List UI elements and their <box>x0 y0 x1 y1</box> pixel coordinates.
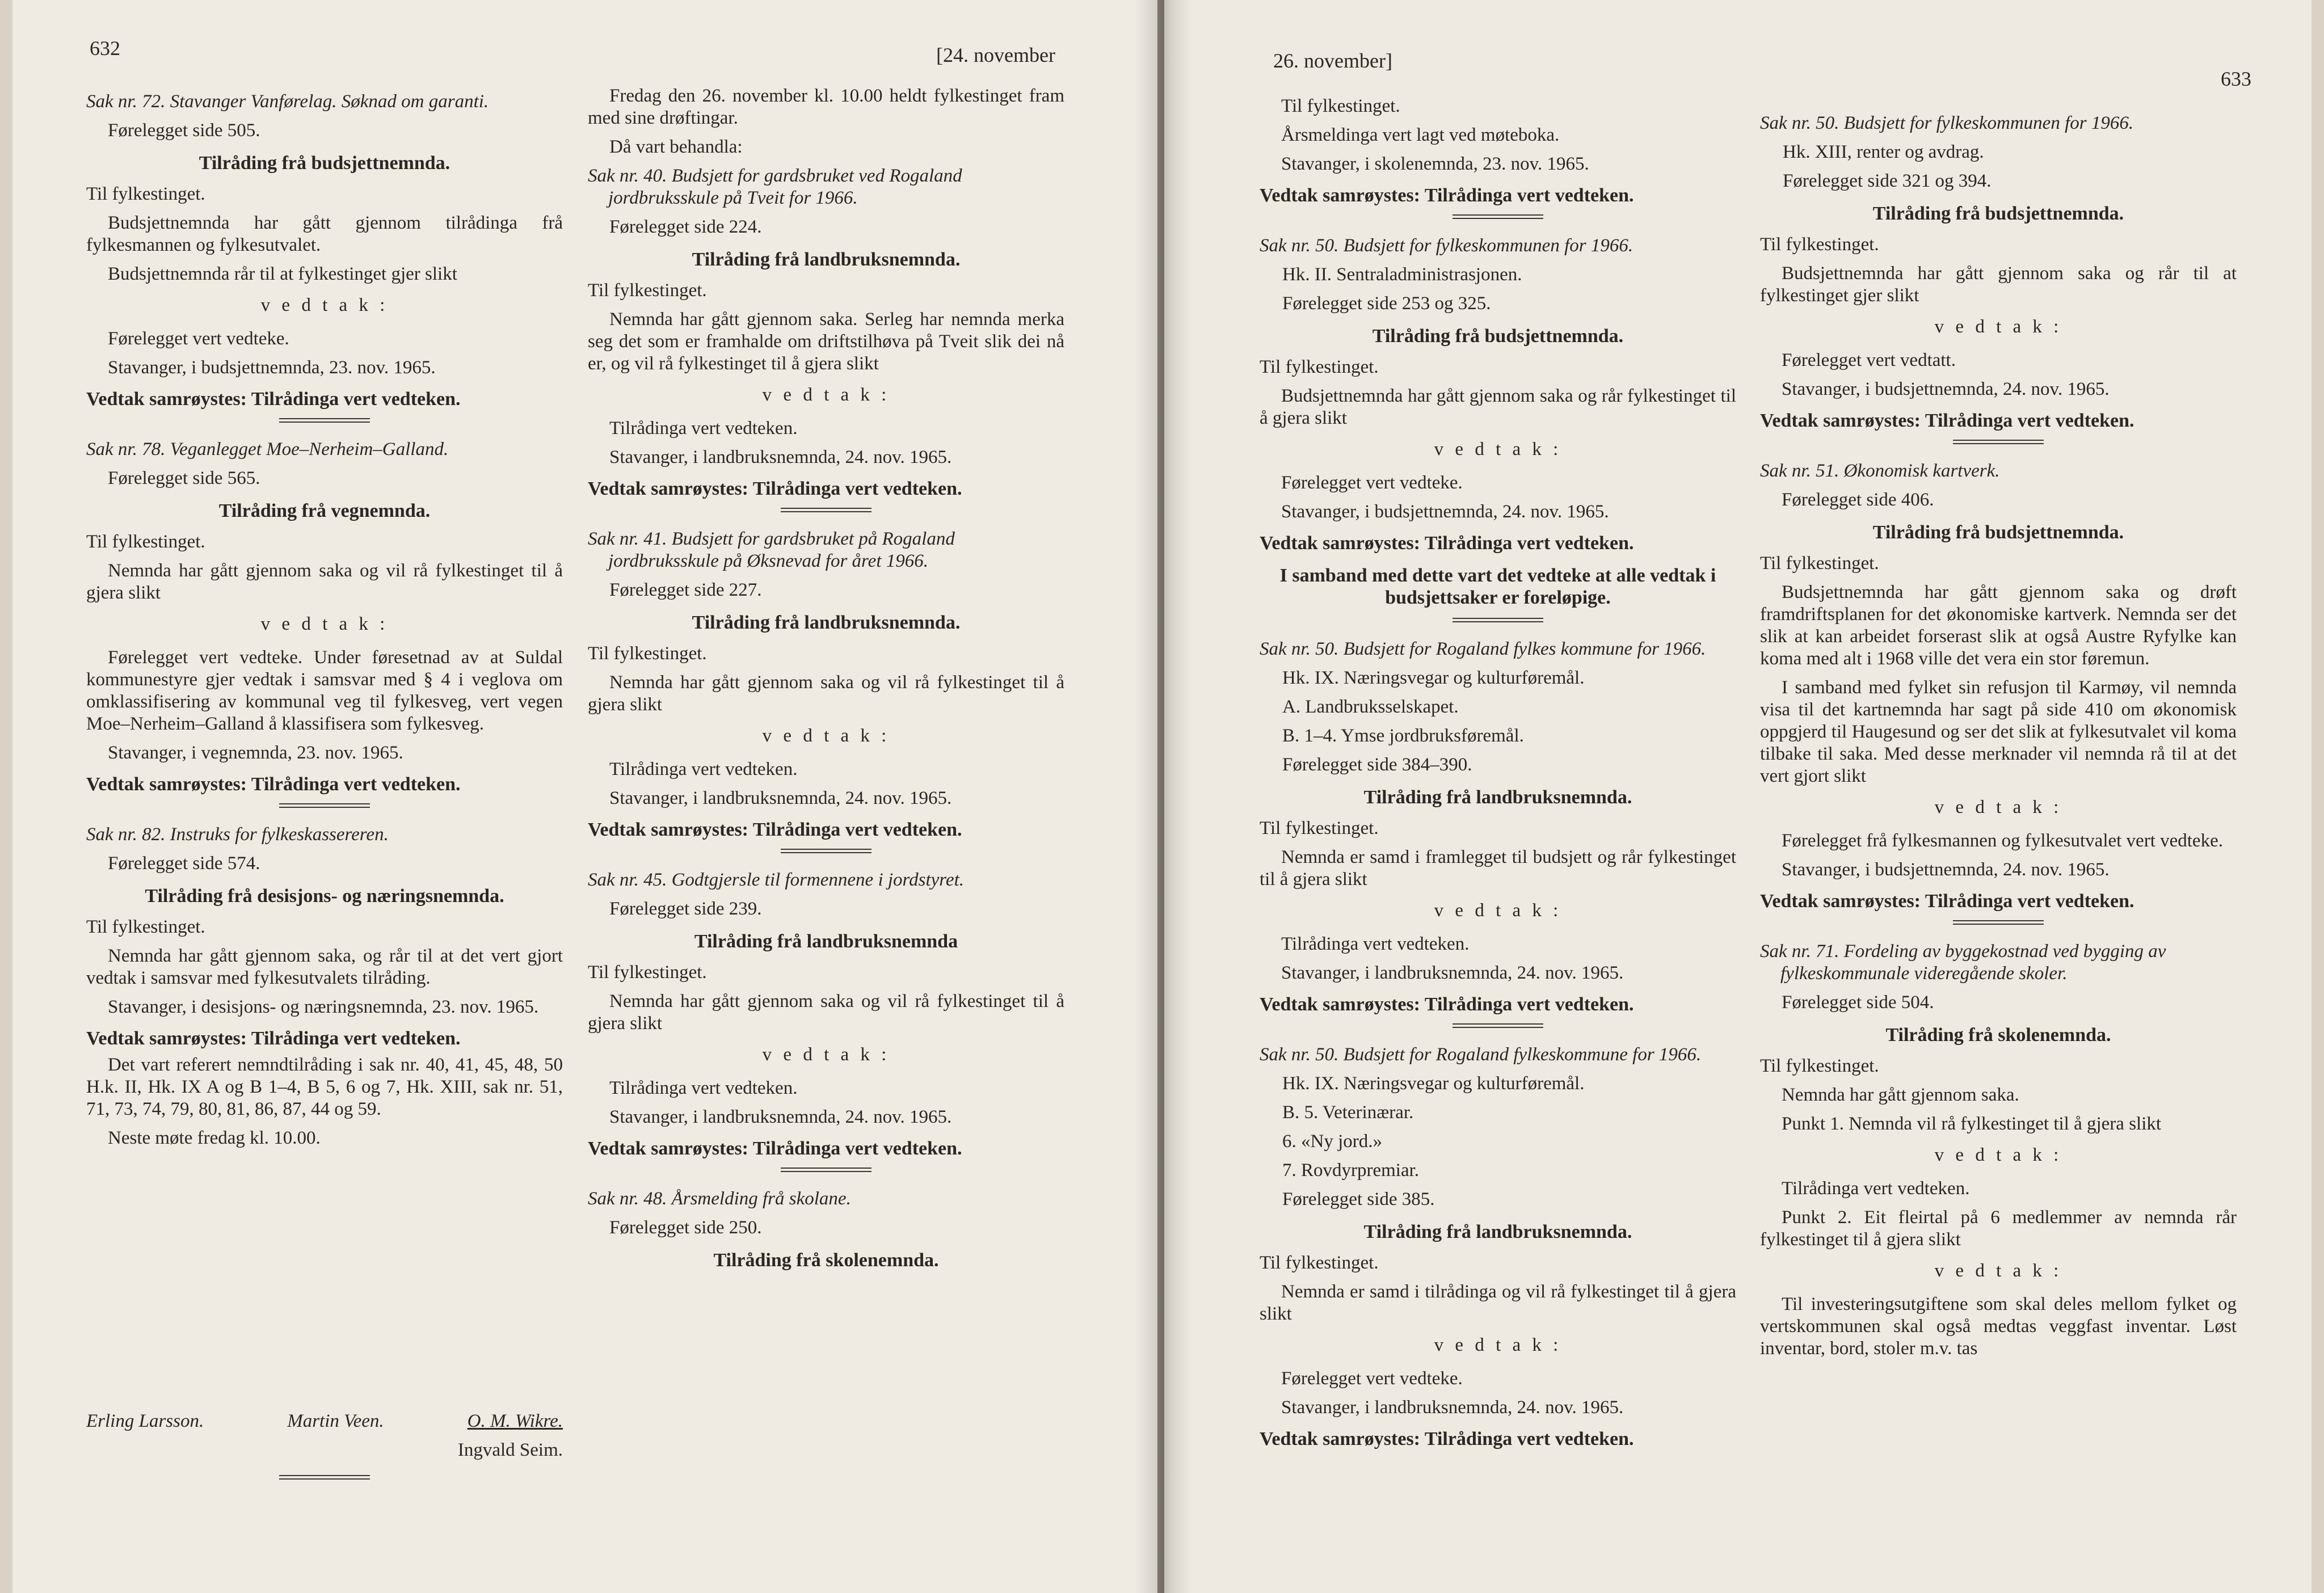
signature-1: Erling Larsson. <box>86 1411 204 1431</box>
case-number: Sak nr. 82. <box>86 824 166 845</box>
decision-line: Vedtak samrøystes: Tilrådinga vert vedteken. <box>588 1138 962 1159</box>
paragraph: Til fylkestinget. <box>588 643 707 664</box>
paragraph: Førelegget vert vedteke. <box>1281 1368 1463 1389</box>
page-edge-left <box>0 0 12 1593</box>
section-heading: Tilråding frå skolenemnda. <box>713 1250 939 1271</box>
paragraph: Til fylkestinget. <box>1260 1253 1379 1273</box>
signature-2: Martin Veen. <box>287 1411 384 1431</box>
paragraph: Førelegget frå fylkesmannen og fylkesutvalet vert vedteke. <box>1782 831 2223 851</box>
case-number: Sak nr. 45. <box>588 870 667 890</box>
paragraph: Stavanger, i vegnemnda, 23. nov. 1965. <box>108 743 403 763</box>
case-heading <box>86 824 563 846</box>
case-title: Veganlegget Moe–Nerheim–Galland. <box>170 439 449 460</box>
paragraph: Stavanger, i budsjettnemnda, 24. nov. 1965. <box>1782 859 2110 880</box>
paragraph: Førelegget side 565. <box>108 468 260 488</box>
case-number: Sak nr. 71. <box>1760 941 1839 962</box>
case-heading <box>1760 112 2237 134</box>
vedtak-label: v e d t a k : <box>260 614 389 634</box>
paragraph: Budsjettnemnda har gått gjennom tilrådinga frå fylkesmannen og fylkesutvalet. <box>86 213 563 255</box>
paragraph: Førelegget vert vedteke. <box>1281 473 1463 493</box>
case-heading <box>86 439 563 461</box>
paragraph: Til fylkestinget. <box>1760 234 1879 255</box>
paragraph: Nemnda har gått gjennom saka og vil rå fylkestinget til å gjera slikt <box>588 991 1064 1034</box>
paragraph: Stavanger, i landbruksnemnda, 24. nov. 1965. <box>1281 963 1624 983</box>
sub-item: Hk. IX. Næringsvegar og kulturføremål. <box>1282 668 1585 688</box>
vedtak-label: v e d t a k : <box>762 1044 890 1065</box>
decision-line: Vedtak samrøystes: Tilrådinga vert vedteken. <box>86 389 461 410</box>
section-heading: Tilråding frå landbruksnemnda. <box>692 249 961 270</box>
case-number: Sak nr. 50. <box>1260 639 1339 659</box>
case-number: Sak nr. 51. <box>1760 461 1839 481</box>
case-number: Sak nr. 50. <box>1260 235 1339 256</box>
paragraph: Førelegget vert vedtatt. <box>1782 350 1956 370</box>
paragraph: Årsmeldinga vert lagt ved møteboka. <box>1281 125 1560 145</box>
decision-line: Vedtak samrøystes: Tilrådinga vert vedteken. <box>86 774 461 795</box>
section-heading: Tilråding frå landbruksnemnda. <box>1363 787 1632 808</box>
paragraph: Tilrådinga vert vedteken. <box>609 1078 798 1098</box>
signature-last: Ingvald Seim. <box>457 1440 563 1460</box>
sub-item: Førelegget side 385. <box>1282 1189 1435 1210</box>
paragraph: Då vart behandla: <box>609 137 743 157</box>
sub-item: Førelegget side 384–390. <box>1282 755 1472 775</box>
case-heading <box>86 91 563 113</box>
case-heading <box>1260 235 1736 257</box>
case-number: Sak nr. 72. <box>86 91 166 112</box>
vedtak-label: v e d t a k : <box>1434 1335 1562 1355</box>
paragraph: Budsjettnemnda har gått gjennom saka og rår fylkestinget til å gjera slikt <box>1260 386 1736 428</box>
case-title: Godtgjersle til formennene i jordstyret. <box>671 870 964 890</box>
paragraph: Til fylkestinget. <box>1260 357 1379 377</box>
paragraph: Nemnda er samd i framlegget til budsjett og rår fylkestinget til å gjera slikt <box>1260 847 1736 890</box>
decision-line: Vedtak samrøystes: Tilrådinga vert vedteken. <box>1760 410 2134 431</box>
vedtak-label: v e d t a k : <box>1934 797 2062 817</box>
paragraph: Til fylkestinget. <box>588 280 707 301</box>
paragraph: Til fylkestinget. <box>1260 818 1379 838</box>
paragraph: Førelegget side 227. <box>609 580 762 600</box>
paragraph: Til fylkestinget. <box>1760 1056 1879 1076</box>
paragraph: Førelegget side 224. <box>609 217 762 237</box>
paragraph: Budsjettnemnda har gått gjennom saka og drøft framdriftsplanen for det økonomiske kartverk. Nemnda ser det slik at kan arbeidet forserast slik at også Austre Ryfylke kan koma med alt i 1968 ville det vera ein stor føremun. <box>1760 582 2237 669</box>
case-number: Sak nr. 78. <box>86 439 166 460</box>
paragraph: Førelegget vert vedteke. Under føresetnad av at Suldal kommunestyre gjer vedtak i samsvar med § 4 i veglova om omklassifisering av kommunal veg til fylkesveg, vert vegen Moe–Nerheim–Galland å klassifisera som fylkesveg. <box>86 647 563 734</box>
section-heading: Tilråding frå landbruksnemnda <box>694 931 958 952</box>
decision-line: Vedtak samrøystes: Tilrådinga vert vedteken. <box>1260 1428 1634 1449</box>
case-heading <box>588 869 1064 891</box>
vedtak-label: v e d t a k : <box>1934 1261 2062 1281</box>
paragraph: Neste møte fredag kl. 10.00. <box>108 1128 321 1148</box>
book-gutter <box>1135 0 1192 1593</box>
paragraph: Nemnda er samd i tilrådinga og vil rå fylkestinget til å gjera slikt <box>1260 1282 1736 1324</box>
paragraph: Nemnda har gått gjennom saka og vil rå fylkestinget til å gjera slikt <box>86 560 563 603</box>
paragraph: Stavanger, i landbruksnemnda, 24. nov. 1965. <box>609 788 952 808</box>
section-heading: Tilråding frå budsjettnemnda. <box>1872 203 2124 224</box>
paragraph: Til investeringsutgiftene som skal deles mellom fylket og vertskommunen skal også medtas veggfast inventar. Løst inventar, bord, stoler m.v. tas <box>1760 1294 2237 1359</box>
case-heading <box>1760 941 2237 985</box>
paragraph: Til fylkestinget. <box>86 532 205 552</box>
case-title: Budsjett for gardsbruket ved Rogaland jordbruksskule på Tveit for 1966. <box>608 166 962 208</box>
vedtak-label: v e d t a k : <box>762 726 890 746</box>
sub-item: Førelegget side 321 og 394. <box>1783 171 1992 191</box>
decision-line: Vedtak samrøystes: Tilrådinga vert vedteken. <box>1760 891 2134 912</box>
decision-line: Vedtak samrøystes: Tilrådinga vert vedteken. <box>1260 185 1634 206</box>
case-heading <box>1260 1044 1736 1066</box>
case-title: Budsjett for Rogaland fylkeskommune for 1966. <box>1343 1044 1702 1065</box>
paragraph: Førelegget side 250. <box>609 1217 762 1238</box>
left-column-2 <box>588 85 1064 1280</box>
paragraph: Budsjettnemnda rår til at fylkestinget gjer slikt <box>108 264 457 284</box>
case-title: Årsmelding frå skolane. <box>671 1189 851 1209</box>
vedtak-label: v e d t a k : <box>260 295 389 315</box>
section-rule <box>1452 214 1543 219</box>
case-heading <box>588 165 1064 209</box>
sub-item: A. Landbruksselskapet. <box>1282 697 1459 717</box>
sub-item: B. 5. Veterinærar. <box>1282 1102 1414 1123</box>
section-rule <box>1452 618 1543 622</box>
case-number: Sak nr. 40. <box>588 166 667 186</box>
decision-line: Vedtak samrøystes: Tilrådinga vert vedteken. <box>1260 994 1634 1015</box>
section-rule <box>1953 440 2044 444</box>
paragraph: Punkt 1. Nemnda vil rå fylkestinget til å gjera slikt <box>1782 1114 2162 1134</box>
section-heading: Tilråding frå vegnemnda. <box>218 500 431 521</box>
paragraph: Stavanger, i landbruksnemnda, 24. nov. 1965. <box>609 1107 952 1127</box>
paragraph: Stavanger, i budsjettnemnda, 24. nov. 1965. <box>1782 379 2110 399</box>
paragraph: Førelegget side 239. <box>609 899 762 919</box>
paragraph: Førelegget side 504. <box>1782 992 1934 1013</box>
case-number: Sak nr. 50. <box>1260 1044 1339 1065</box>
case-title: Instruks for fylkeskassereren. <box>170 824 389 845</box>
case-number: Sak nr. 41. <box>588 529 667 549</box>
section-heading: Tilråding frå budsjettnemnda. <box>1372 326 1624 347</box>
case-heading <box>588 528 1064 572</box>
paragraph: Til fylkestinget. <box>86 917 205 937</box>
vedtak-label: v e d t a k : <box>762 385 890 405</box>
paragraph: Stavanger, i desisjons- og næringsnemnda, 23. nov. 1965. <box>108 997 539 1017</box>
paragraph: Førelegget side 574. <box>108 853 260 874</box>
paragraph: Stavanger, i landbruksnemnda, 24. nov. 1965. <box>609 447 952 467</box>
paragraph: Nemnda har gått gjennom saka. Serleg har nemnda merka seg det som er framhalde om driftstilhøva på Tveit slik dei nå er, og vil rå fylkestinget til å gjera slikt <box>588 309 1064 374</box>
paragraph: Stavanger, i budsjettnemnda, 23. nov. 1965. <box>108 357 436 378</box>
sub-item: Hk. II. Sentraladministrasjonen. <box>1282 264 1522 285</box>
vedtak-label: v e d t a k : <box>1434 439 1562 460</box>
decision-line: Vedtak samrøystes: Tilrådinga vert vedteken. <box>588 819 962 840</box>
paragraph: Stavanger, i skolenemnda, 23. nov. 1965. <box>1281 154 1589 174</box>
paragraph: Førelegget side 406. <box>1782 490 1934 510</box>
signature-row <box>86 1410 563 1432</box>
running-head-left: [24. november <box>936 44 1055 66</box>
case-number: Sak nr. 48. <box>588 1189 667 1209</box>
case-heading <box>588 1188 1064 1210</box>
sub-item: Førelegget side 253 og 325. <box>1282 293 1491 314</box>
sub-item: Hk. XIII, renter og avdrag. <box>1783 142 1984 162</box>
sub-item: 6. «Ny jord.» <box>1282 1131 1382 1152</box>
right-column-2 <box>1760 107 2237 1367</box>
case-number: Sak nr. 50. <box>1760 113 1839 133</box>
paragraph: Stavanger, i landbruksnemnda, 24. nov. 1965. <box>1281 1397 1624 1418</box>
case-heading <box>1760 460 2237 482</box>
section-rule <box>1953 920 2044 925</box>
paragraph: Til fylkestinget. <box>1281 96 1400 116</box>
case-title: Fordeling av byggekostnad ved bygging av fylkeskommunale videregående skoler. <box>1780 941 2166 984</box>
section-heading: Tilråding frå budsjettnemnda. <box>1872 522 2124 543</box>
section-rule <box>279 418 370 423</box>
decision-line: Vedtak samrøystes: Tilrådinga vert vedteken. <box>588 478 962 499</box>
paragraph: Tilrådinga vert vedteken. <box>1782 1178 1970 1199</box>
case-title: Økonomisk kartverk. <box>1843 461 2000 481</box>
section-rule <box>279 803 370 808</box>
paragraph: Budsjettnemnda har gått gjennom saka og rår til at fylkestinget gjer slikt <box>1760 263 2237 306</box>
section-rule <box>1452 1023 1543 1028</box>
left-column-1 <box>86 85 563 1156</box>
paragraph: Det vart referert nemndtilråding i sak nr. 40, 41, 45, 48, 50 H.k. II, Hk. IX A og B 1–4, B 5, 6 og 7, Hk. XIII, sak nr. 51, 71, 73, 74, 79, 80, 81, 86, 87, 44 og 59. <box>86 1055 563 1119</box>
paragraph: Tilrådinga vert vedteken. <box>1281 934 1470 954</box>
paragraph: Tilrådinga vert vedteken. <box>609 418 798 439</box>
sub-item: Hk. IX. Næringsvegar og kulturføremål. <box>1282 1073 1585 1094</box>
case-heading <box>1260 638 1736 660</box>
section-rule <box>781 1168 872 1172</box>
decision-line: Vedtak samrøystes: Tilrådinga vert vedteken. <box>1260 533 1634 554</box>
case-title: Budsjett for fylkeskommunen for 1966. <box>1843 113 2134 133</box>
case-title: Stavanger Vanførelag. Søknad om garanti. <box>170 91 489 112</box>
paragraph: Stavanger, i budsjettnemnda, 24. nov. 1965. <box>1281 502 1609 522</box>
section-rule <box>781 849 872 853</box>
paragraph: I samband med fylket sin refusjon til Karmøy, vil nemnda visa til det kartnemnda har sagt på side 410 om økonomisk oppgjerd til Haugesund og ser det slik at fylkesutvalet vil koma tilbake til saka. Med desse merknader vil nemnda rå til at det vert gjort slikt <box>1760 677 2237 786</box>
paragraph: Førelegget vert vedteke. <box>108 328 289 349</box>
end-rule <box>279 1475 370 1480</box>
paragraph: Punkt 2. Eit fleirtal på 6 medlemmer av nemnda rår fylkestinget til å gjera slikt <box>1760 1207 2237 1250</box>
case-title: Budsjett for gardsbruket på Rogaland jordbruksskule på Øksnevad for året 1966. <box>608 529 955 571</box>
sub-item: 7. Rovdyrpremiar. <box>1282 1160 1420 1181</box>
paragraph: Til fylkestinget. <box>86 184 205 204</box>
page-edge-right <box>2312 0 2324 1593</box>
section-rule <box>781 508 872 512</box>
case-title: Budsjett for Rogaland fylkes kommune for 1966. <box>1343 639 1706 659</box>
signature-block <box>86 1396 563 1495</box>
paragraph: Førelegget side 505. <box>108 120 260 141</box>
signature-3: O. M. Wikre. <box>467 1411 563 1431</box>
paragraph: Til fylkestinget. <box>1760 553 1879 574</box>
vedtak-label: v e d t a k : <box>1434 900 1562 921</box>
section-heading: Tilråding frå landbruksnemnda. <box>692 612 961 633</box>
section-heading: Tilråding frå budsjettnemnda. <box>199 153 451 174</box>
page-number-left: 632 <box>90 37 120 60</box>
page-number-right: 633 <box>2221 68 2251 90</box>
section-heading: Tilråding frå desisjons- og næringsnemnda. <box>145 886 504 907</box>
paragraph: Nemnda har gått gjennom saka og vil rå fylkestinget til å gjera slikt <box>588 672 1064 715</box>
vedtak-label: v e d t a k : <box>1934 317 2062 337</box>
section-heading: Tilråding frå skolenemnda. <box>1885 1025 2111 1046</box>
vedtak-label: v e d t a k : <box>1934 1145 2062 1165</box>
sub-item: B. 1–4. Ymse jordbruksføremål. <box>1282 726 1524 746</box>
right-page <box>1164 0 2324 1593</box>
paragraph: Nemnda har gått gjennom saka. <box>1782 1085 2019 1105</box>
paragraph: Nemnda har gått gjennom saka, og rår til at det vert gjort vedtak i samsvar med fylkesutvalets tilråding. <box>86 946 563 988</box>
section-heading: Tilråding frå landbruksnemnda. <box>1363 1221 1632 1242</box>
section-heading: I samband med dette vart det vedteke at alle vedtak i budsjettsaker er foreløpige. <box>1279 565 1716 608</box>
decision-line: Vedtak samrøystes: Tilrådinga vert vedteken. <box>86 1028 461 1049</box>
running-head-right: 26. november] <box>1273 49 1392 72</box>
paragraph: Fredag den 26. november kl. 10.00 heldt fylkestinget fram med sine drøftingar. <box>588 86 1064 128</box>
case-title: Budsjett for fylkeskommunen for 1966. <box>1343 235 1633 256</box>
right-column-1 <box>1260 95 1736 1455</box>
paragraph: Tilrådinga vert vedteken. <box>609 759 798 779</box>
paragraph: Til fylkestinget. <box>588 962 707 983</box>
left-page <box>0 0 1157 1593</box>
